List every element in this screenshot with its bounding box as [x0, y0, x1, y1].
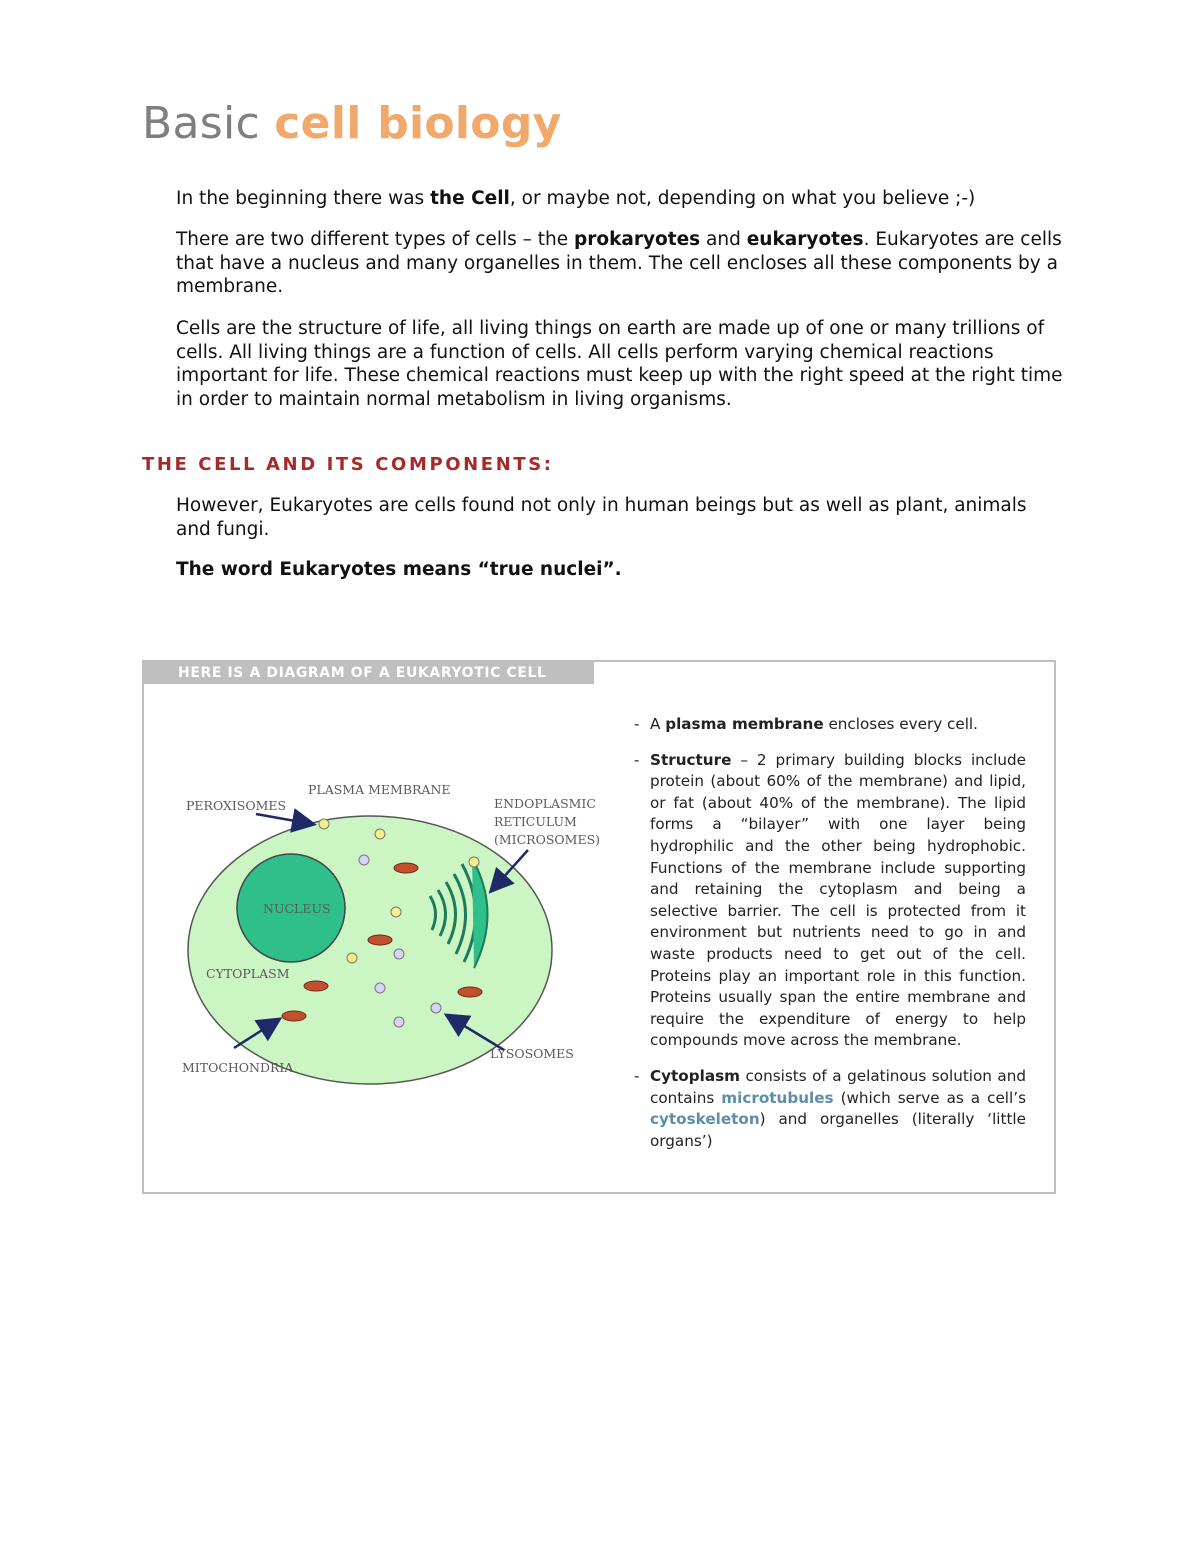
eukaryotes-term: eukaryotes	[746, 229, 864, 250]
bullet-dash: -	[634, 715, 640, 733]
peroxisome	[347, 953, 357, 963]
label-nucleus: NUCLEUS	[263, 901, 331, 916]
diagram-box	[142, 660, 1056, 1194]
mitochondrion	[304, 981, 328, 991]
intro-paragraph-2	[176, 228, 1066, 299]
prokaryotes-term: prokaryotes	[574, 229, 701, 250]
peroxisome	[469, 857, 479, 867]
cytoskeleton-link[interactable]: cytoskeleton	[650, 1110, 760, 1129]
label-mitochondria: MITOCHONDRIA	[182, 1060, 294, 1075]
cell-diagram	[174, 772, 614, 1092]
section-paragraph-1: However, Eukaryotes are cells found not only in human beings but as well as plant, animals and fungi.	[176, 495, 1027, 540]
mitochondrion	[282, 1011, 306, 1021]
title-prefix: Basic	[142, 98, 260, 149]
intro-paragraph-3: Cells are the structure of life, all living things on earth are made up of one or many trillions of cells. All living things are a function of cells. All cells perform varying chemical reactions important for life. These chemical reactions must keep up with the right speed at the right time in order to maintain normal metabolism in living organisms.	[176, 318, 1063, 410]
mitochondrion	[368, 935, 392, 945]
bullet-dash: -	[634, 750, 640, 769]
section-heading: THE CELL AND ITS COMPONENTS:	[142, 454, 554, 475]
lysosome	[431, 1003, 441, 1013]
note-3-text-c: consists of a gelatinous solution and contains	[650, 1066, 1026, 1107]
intro-p1-text-a: In the beginning there was	[176, 188, 431, 209]
label-er-3: (MICROSOMES)	[494, 832, 601, 847]
note-1-bold: plasma membrane	[665, 715, 824, 733]
note-2-text: – 2 primary building blocks include protein (about 60% of the membrane) and lipid, or fat (about 40% of the membrane). The lipid forms a “bilayer” with one layer being hydrophilic and the other being hydrophobic. Functions of the membrane include supporting and retaining the cytoplasm and being a selective barrier. The cell is protected from it environment but nutrients need to go in and waste products need to get out of the cell. Proteins play an important role in this function. Proteins usually span the entire membrane and require the expenditure of energy to help compounds move across the membrane.	[650, 750, 1026, 1050]
label-er-2: RETICULUM	[494, 814, 577, 829]
section-paragraph-2: The word Eukaryotes means “true nuclei”.	[176, 559, 622, 580]
note-2-bold: Structure	[650, 750, 732, 769]
intro-p2-text-e: . Eukaryotes are cells that have a nucleus and many organelles in them. The cell encloses all these components by a membrane.	[176, 229, 1062, 297]
mitochondrion	[394, 863, 418, 873]
lysosome	[359, 855, 369, 865]
diagram-tab-label: HERE IS A DIAGRAM OF A EUKARYOTIC CELL	[144, 662, 594, 684]
arrow-peroxisomes	[256, 814, 312, 824]
note-1-text-a: A	[650, 715, 666, 733]
label-peroxisomes: PEROXISOMES	[186, 798, 287, 813]
bullet-dash: -	[634, 1066, 640, 1085]
microtubules-link[interactable]: microtubules	[721, 1088, 834, 1107]
label-plasma-membrane: PLASMA MEMBRANE	[308, 782, 451, 797]
label-er-1: ENDOPLASMIC	[494, 796, 596, 811]
label-cytoplasm: CYTOPLASM	[206, 966, 290, 981]
peroxisome	[319, 819, 329, 829]
mitochondrion	[458, 987, 482, 997]
lysosome	[394, 1017, 404, 1027]
note-cytoplasm	[634, 1066, 1026, 1152]
peroxisome	[375, 829, 385, 839]
note-3-text-e: (which serve as a cell’s	[833, 1088, 1026, 1107]
intro-p1-text-c: , or maybe not, depending on what you believe ;-)	[509, 188, 976, 209]
intro-p2-text-a: There are two different types of cells – the	[176, 229, 574, 250]
page-title	[142, 98, 562, 149]
intro-paragraph-1	[176, 187, 1066, 211]
label-lysosomes: LYSOSOMES	[490, 1046, 574, 1061]
note-3-text-g: ) and organelles (literally ‘little organs’)	[650, 1110, 1026, 1150]
lysosome	[394, 949, 404, 959]
intro-p1-bold: the Cell	[430, 188, 510, 209]
note-structure	[634, 750, 1026, 1052]
intro-p2-text-c: and	[700, 229, 747, 250]
title-accent: cell biology	[274, 98, 562, 149]
lysosome	[375, 983, 385, 993]
note-3-bold: Cytoplasm	[650, 1066, 740, 1085]
peroxisome	[391, 907, 401, 917]
note-1-text-c: encloses every cell.	[823, 715, 978, 733]
note-plasma-membrane	[634, 714, 1026, 736]
diagram-notes	[634, 714, 1026, 1166]
